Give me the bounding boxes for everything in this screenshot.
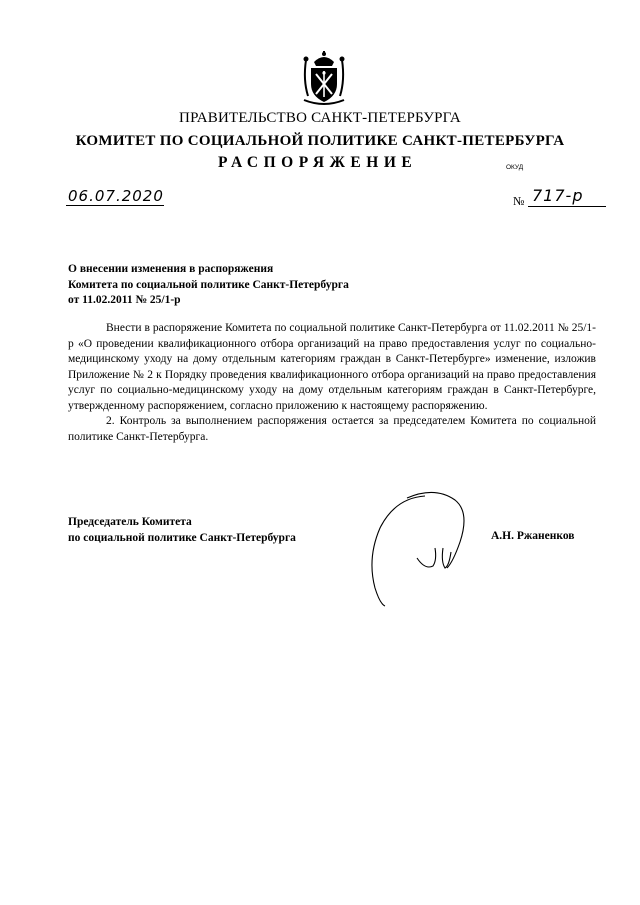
document-body bbox=[68, 321, 596, 445]
subject-line: Комитета по социальной политике Санкт-Петербурга bbox=[68, 278, 349, 291]
signatory-name: А.Н. Ржаненков bbox=[491, 530, 575, 542]
committee-title: КОМИТЕТ ПО СОЦИАЛЬНОЙ ПОЛИТИКЕ САНКТ-ПЕТЕРБУРГА bbox=[75, 133, 565, 149]
body-paragraph: Внести в распоряжение Комитета по социальной политике Санкт-Петербурга от 11.02.2011 № 25/1-р «О проведении квалификационного отбора организаций на право предоставления услуг по социально-медицинскому уходу на дому отдельным категориям граждан в Санкт-Петербурге» изменение, изложив Приложение № 2 к Порядку проведения квалификационного отбора организаций на право предоставления услуг по социально-медицинскому уходу на дому отдельным категориям граждан в Санкт-Петербурге, утвержденному распоряжением, согласно приложению к настоящему распоряжению. bbox=[68, 322, 596, 412]
signatory-title-line: Председатель Комитета bbox=[68, 516, 192, 528]
number-label: № bbox=[513, 194, 525, 208]
handwritten-signature bbox=[355, 488, 470, 608]
number-underline bbox=[528, 206, 606, 207]
body-paragraph: 2. Контроль за выполнением распоряжения остается за председателем Комитета по социальной политике Санкт-Петербурга. bbox=[68, 415, 596, 443]
coat-of-arms-icon bbox=[298, 50, 350, 106]
subject-line: О внесении изменения в распоряжения bbox=[68, 263, 274, 275]
document-number: 717-р bbox=[532, 186, 584, 205]
signatory-title-line: по социальной политике Санкт-Петербурга bbox=[68, 531, 296, 544]
subject-line: от 11.02.2011 № 25/1-р bbox=[68, 294, 181, 306]
government-title: ПРАВИТЕЛЬСТВО САНКТ-ПЕТЕРБУРГА bbox=[179, 110, 461, 126]
date-underline bbox=[66, 205, 164, 206]
document-date: 06.07.2020 bbox=[68, 187, 164, 205]
document-subject bbox=[68, 262, 349, 309]
signatory-title bbox=[68, 515, 296, 546]
document-type: РАСПОРЯЖЕНИЕ bbox=[218, 154, 418, 171]
okud-label: ОКУД bbox=[506, 164, 524, 171]
